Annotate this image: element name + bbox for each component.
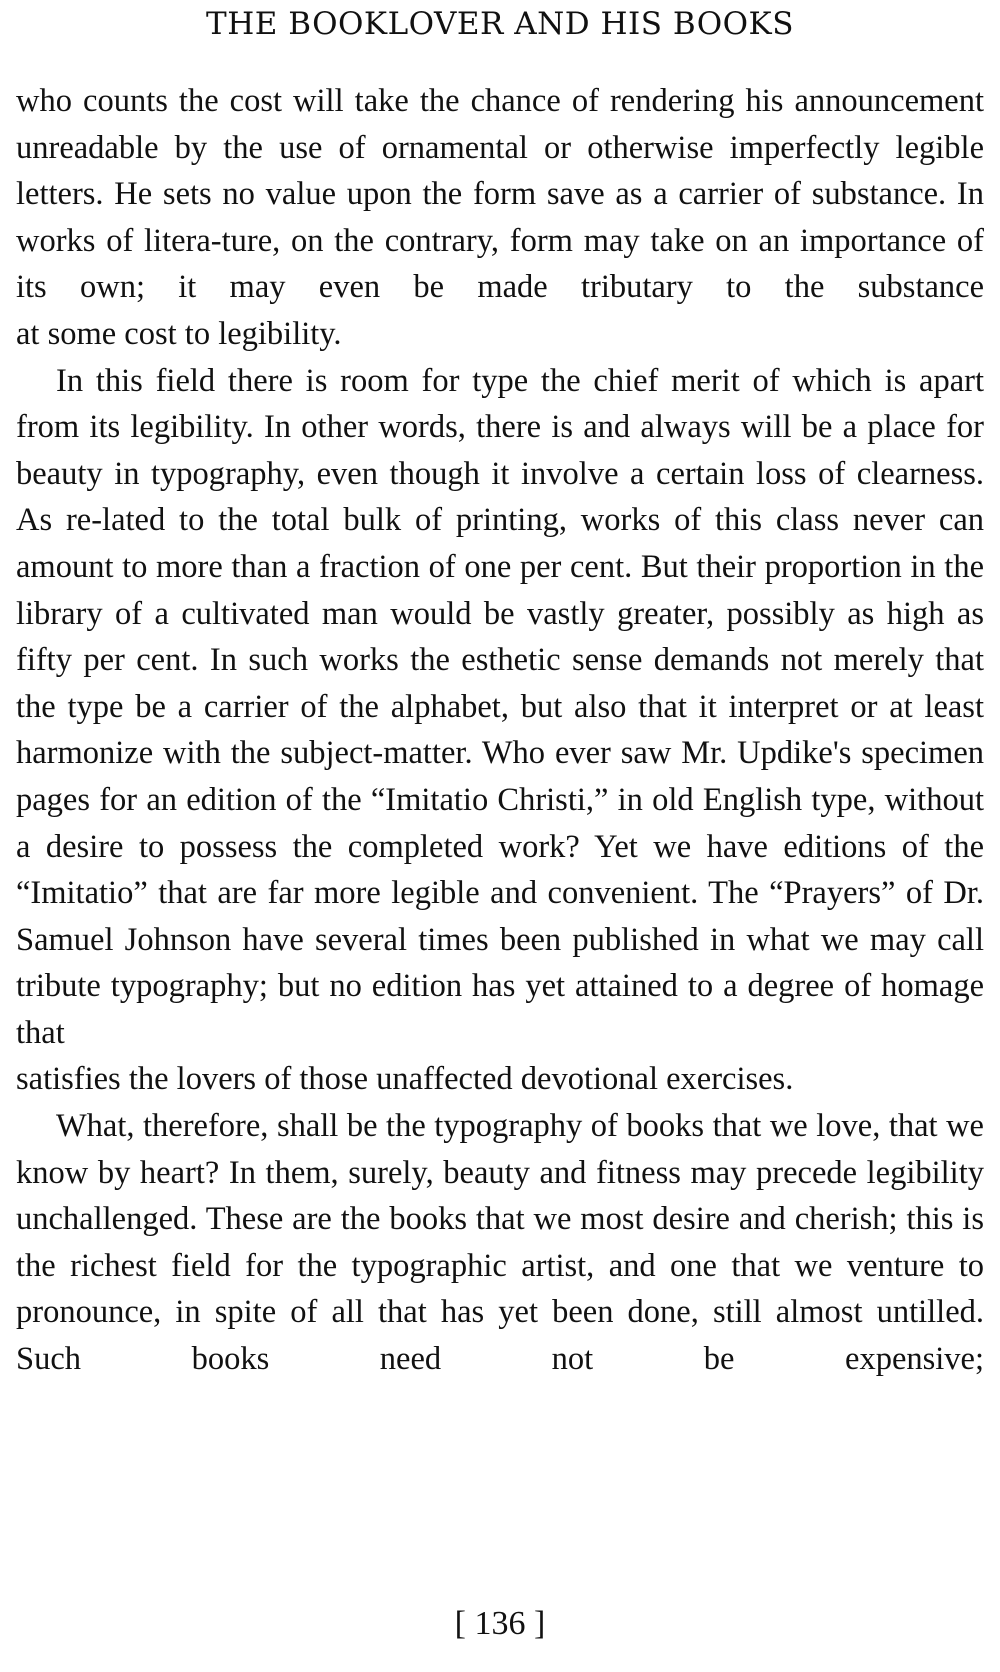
- paragraph-3: [16, 1103, 984, 1383]
- paragraph-1: [16, 78, 984, 358]
- paragraph-1-body: who counts the cost will take the chance of rendering his announcement unreadable by the use of ornamental or otherwise imperfectly legible letters. He sets no value upon the form save as a carrier of substance. In works of litera-ture, on the contrary, form may take on an importance of its own; it may even be made tributary to the substance: [16, 83, 984, 306]
- paragraph-2-body: In this field there is room for type the chief merit of which is apart from its legibility. In other words, there is and always will be a place for beauty in typography, even though it involve a certain loss of clearness. As re-lated to the total bulk of printing, works of this class never can amount to more than a fraction of one per cent. But their proportion in the library of a cultivated man would be vastly greater, possibly as high as fifty per cent. In such works the esthetic sense demands not merely that the type be a carrier of the alphabet, but also that it interpret or at least harmonize with the subject-matter. Who ever saw Mr. Updike's specimen pages for an edition of the “Imitatio Christi,” in old English type, without a desire to possess the completed work? Yet we have editions of the “Imitatio” that are far more legible and convenient. The “Prayers” of Dr. Samuel Johnson have several times been published in what we may call tribute typography; but no edition has yet attained to a degree of homage that: [16, 362, 984, 1051]
- body-text: [16, 78, 984, 1383]
- paragraph-1-last-line: at some cost to legibility.: [16, 315, 342, 352]
- running-head: THE BOOKLOVER AND HIS BOOKS: [206, 6, 794, 42]
- paragraph-3-body: What, therefore, shall be the typography of books that we love, that we know by heart? In them, surely, beauty and fitness may precede legibility unchallenged. These are the books that we most desire and cherish; this is the richest field for the typographic artist, and one that we venture to pronounce, in spite of all that has yet been done, still almost untilled. Such books need not be expensive;: [16, 1108, 984, 1378]
- paragraph-2-last-line: satisfies the lovers of those unaffected devotional exercises.: [16, 1061, 794, 1098]
- page-number: [ 136 ]: [454, 1605, 546, 1642]
- paragraph-2: [16, 358, 984, 1104]
